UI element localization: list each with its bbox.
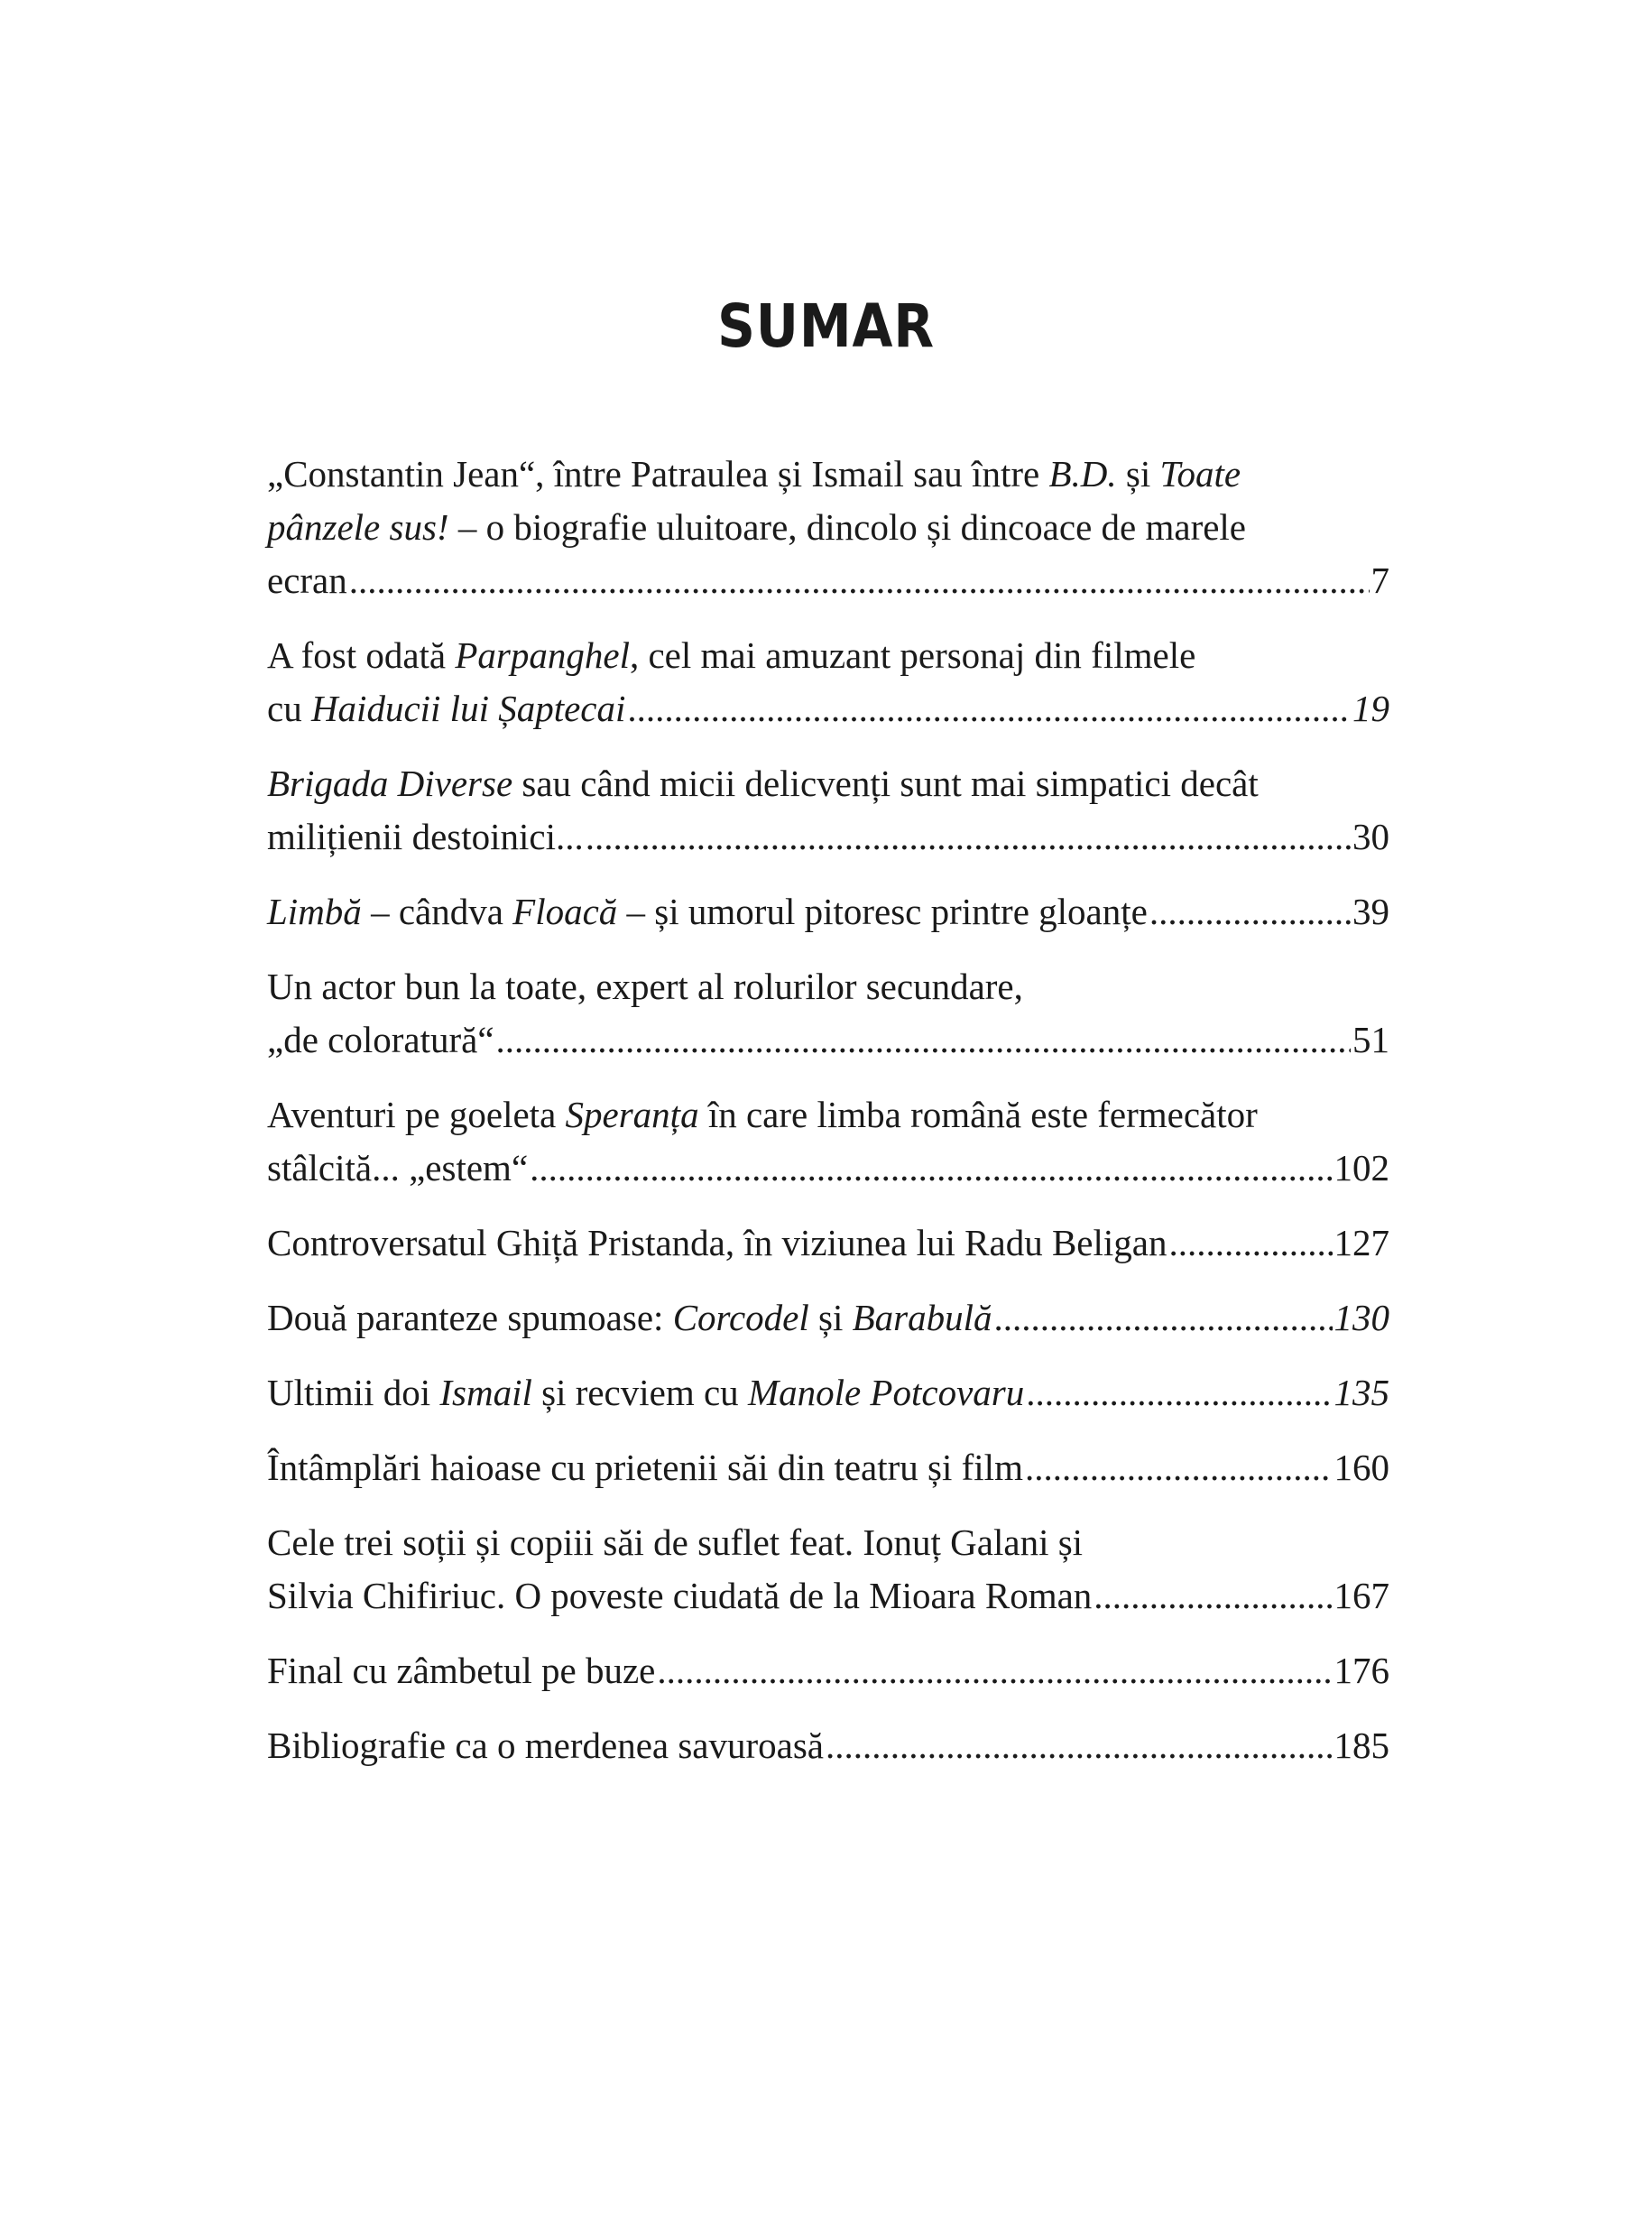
toc-entry-text: „Constantin Jean“, între Patraulea și Ismail sau între <box>267 453 1049 495</box>
toc-entry[interactable] <box>267 1441 1389 1494</box>
toc-entry-text: Cele trei soții și copiii săi de suflet feat. Ionuț Galani și <box>267 1521 1084 1563</box>
toc-entry-italic-text: Floacă <box>512 891 618 932</box>
toc-entry-italic-text: pânzele sus! <box>267 506 449 548</box>
dot-leader <box>1094 1569 1332 1623</box>
toc-entry-last-line <box>267 1366 1389 1420</box>
toc-entry-text: – o biografie uluitoare, dincolo și dincoace de marele <box>448 506 1247 548</box>
toc-entry-title <box>267 554 347 607</box>
toc-entry-text: Un actor bun la toate, expert al rolurilor secundare, <box>267 966 1023 1007</box>
toc-entry[interactable] <box>267 1366 1389 1420</box>
toc-entry-line <box>267 1516 1389 1569</box>
toc-entry-last-line <box>267 1644 1389 1697</box>
toc-entry-text: – cândva <box>361 891 513 932</box>
toc-entry-last-line <box>267 1216 1389 1270</box>
toc-entry-italic-text: Ismail <box>439 1372 532 1413</box>
toc-entry-text: Întâmplări haioase cu prietenii săi din teatru și film <box>267 1447 1023 1488</box>
toc-page-number: 19 <box>1352 688 1389 729</box>
toc-entry[interactable] <box>267 960 1389 1067</box>
toc-entry-title <box>267 682 625 735</box>
page-title: SUMAR <box>717 291 935 362</box>
dot-leader <box>826 1719 1332 1772</box>
toc-entry-last-line <box>267 1569 1389 1623</box>
toc-entry-title <box>267 1719 824 1772</box>
toc-entry-text: stâlcită... „estem“ <box>267 1147 529 1188</box>
toc-entry-italic-text: Limbă <box>267 891 362 932</box>
dot-leader <box>586 810 1351 864</box>
toc-entry-text: Controversatul Ghiță Pristanda, în viziunea lui Radu Beligan <box>267 1222 1167 1263</box>
toc-entry[interactable] <box>267 1516 1389 1623</box>
toc-entry-last-line <box>267 1441 1389 1494</box>
toc-entry[interactable] <box>267 885 1389 939</box>
dot-leader <box>657 1644 1332 1697</box>
dot-leader <box>1025 1441 1333 1494</box>
toc-entry-title <box>267 1569 1092 1623</box>
toc-entry[interactable] <box>267 1088 1389 1195</box>
toc-entry-title <box>267 1644 655 1697</box>
toc-entry[interactable] <box>267 1644 1389 1697</box>
toc-entry-line <box>267 757 1389 810</box>
dot-leader <box>1149 885 1351 939</box>
toc-entry-text: și recviem cu <box>531 1372 748 1413</box>
toc-entry-last-line <box>267 1142 1389 1195</box>
toc-entry-title <box>267 1216 1167 1270</box>
toc-entry-text: A fost odată <box>267 634 456 676</box>
toc-entry-last-line <box>267 1013 1389 1067</box>
toc-entry-text: Ultimii doi <box>267 1372 440 1413</box>
toc-entry-title <box>267 885 1148 939</box>
toc-entry-title <box>267 1013 494 1067</box>
toc-entry-last-line <box>267 1291 1389 1345</box>
toc-page-number: 7 <box>1371 560 1389 601</box>
toc-page-number: 160 <box>1334 1447 1389 1488</box>
toc-page-number: 185 <box>1334 1725 1389 1766</box>
toc-page-number: 176 <box>1334 1650 1389 1691</box>
dot-leader <box>349 554 1370 607</box>
toc-page-number: 39 <box>1352 891 1389 932</box>
toc-entry-line <box>267 1088 1389 1142</box>
toc-entry-italic-text: Speranța <box>565 1094 699 1135</box>
toc-entry[interactable] <box>267 448 1389 607</box>
toc-entry-last-line <box>267 682 1389 735</box>
dot-leader <box>1168 1216 1332 1270</box>
toc-entry-italic-text: B.D. <box>1048 453 1117 495</box>
toc-entry-title <box>267 1291 992 1345</box>
toc-page-number: 167 <box>1334 1575 1389 1616</box>
dot-leader <box>530 1142 1332 1195</box>
toc-entry-line <box>267 629 1389 682</box>
toc-entry-italic-text: Brigada Diverse <box>267 763 513 804</box>
toc-entry-text: milițienii destoinici... <box>267 816 584 857</box>
toc-entry[interactable] <box>267 1291 1389 1345</box>
toc-entry-text: , cel mai amuzant personaj din filmele <box>629 634 1196 676</box>
toc-entry[interactable] <box>267 1216 1389 1270</box>
toc-entry-last-line <box>267 885 1389 939</box>
toc-entry-italic-text: Toate <box>1159 453 1241 495</box>
toc-page-number: 30 <box>1352 816 1389 857</box>
toc-entry-line <box>267 960 1389 1013</box>
toc-entry[interactable] <box>267 1719 1389 1772</box>
toc-page-number: 130 <box>1334 1297 1389 1338</box>
toc-entry-italic-text: Parpanghel <box>455 634 630 676</box>
dot-leader <box>496 1013 1351 1067</box>
toc-entry-text: și <box>808 1297 853 1338</box>
toc-entry-text: Aventuri pe goeleta <box>267 1094 566 1135</box>
toc-page-number: 51 <box>1352 1019 1389 1060</box>
toc-page-number: 135 <box>1334 1372 1389 1413</box>
toc-entry-italic-text: Corcodel <box>672 1297 809 1338</box>
toc-entry-text: sau când micii delicvenți sunt mai simpatici decât <box>512 763 1259 804</box>
toc-entry-text: ecran <box>267 560 347 601</box>
toc-entry-line <box>267 448 1389 501</box>
toc-entry-title <box>267 810 584 864</box>
dot-leader <box>994 1291 1333 1345</box>
toc-entry-line <box>267 501 1389 554</box>
toc-entry-text: „de coloratură“ <box>267 1019 494 1060</box>
toc-entry-italic-text: Manole Potcovaru <box>747 1372 1025 1413</box>
toc-entry-text: Silvia Chifiriuc. O poveste ciudată de la Mioara Roman <box>267 1575 1093 1616</box>
toc-entry[interactable] <box>267 629 1389 735</box>
toc-entry[interactable] <box>267 757 1389 864</box>
toc-entry-italic-text: Barabulă <box>852 1297 992 1338</box>
toc-entry-text: cu <box>267 688 311 729</box>
toc-entry-text: în care limba română este fermecător <box>698 1094 1258 1135</box>
toc-entry-text: Final cu zâmbetul pe buze <box>267 1650 656 1691</box>
dot-leader <box>1026 1366 1332 1420</box>
toc-entry-title <box>267 1366 1024 1420</box>
dot-leader <box>627 682 1351 735</box>
toc-entry-text: Două paranteze spumoase: <box>267 1297 673 1338</box>
table-of-contents <box>267 448 1389 1772</box>
toc-entry-last-line <box>267 554 1389 607</box>
toc-entry-italic-text: Haiducii lui Șaptecai <box>310 688 626 729</box>
toc-page-number: 102 <box>1334 1147 1389 1188</box>
toc-entry-text: și <box>1116 453 1160 495</box>
toc-entry-text: Bibliografie ca o merdenea savuroasă <box>267 1725 825 1766</box>
toc-entry-title <box>267 1142 528 1195</box>
toc-entry-text: – și umorul pitoresc printre gloanțe <box>617 891 1148 932</box>
toc-entry-last-line <box>267 810 1389 864</box>
toc-entry-title <box>267 1441 1023 1494</box>
toc-entry-last-line <box>267 1719 1389 1772</box>
toc-page-number: 127 <box>1334 1222 1389 1263</box>
